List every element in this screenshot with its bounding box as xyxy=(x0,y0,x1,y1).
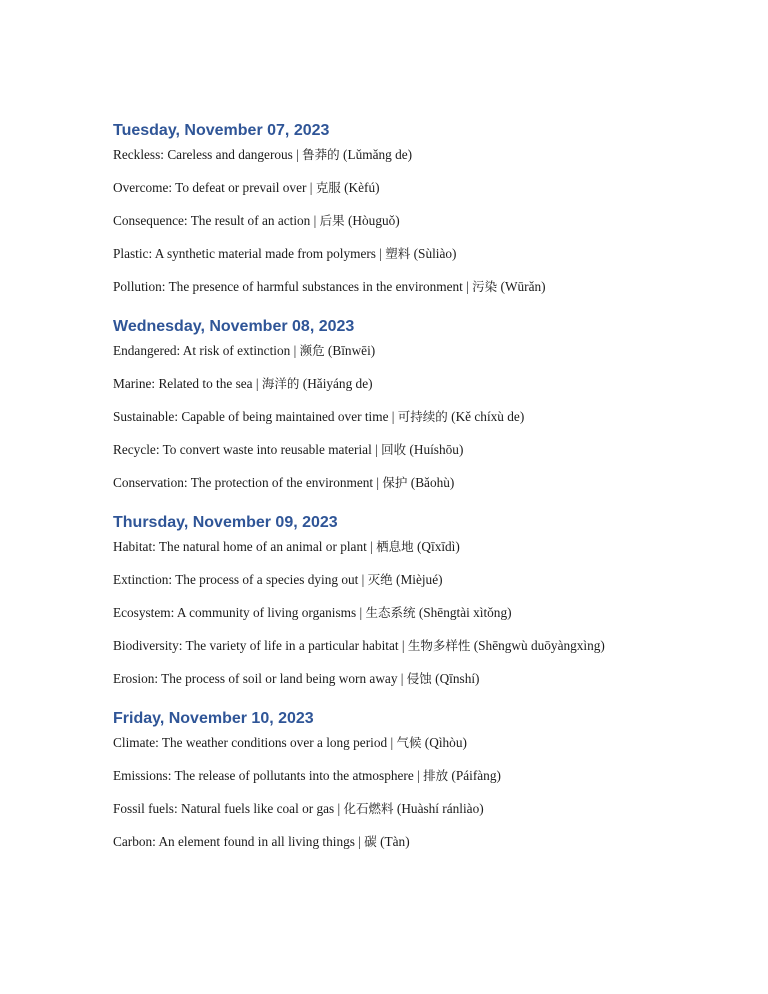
vocab-chinese: 排放 xyxy=(423,768,449,783)
date-heading: Tuesday, November 07, 2023 xyxy=(113,122,330,139)
vocab-entry: Ecosystem: A community of living organisms | 生态系统 (Shēngtài xìtǒng) xyxy=(113,605,512,620)
vocab-pinyin: Huàshí ránliào xyxy=(401,801,480,816)
vocab-entry: Conservation: The protection of the environment | 保护 (Bǎohù) xyxy=(113,475,455,490)
vocab-chinese: 保护 xyxy=(382,475,408,490)
vocab-term: Climate xyxy=(113,735,156,750)
vocab-chinese: 生物多样性 xyxy=(407,638,471,653)
vocab-pinyin: Kě chíxù de xyxy=(455,409,520,424)
vocab-term: Conservation xyxy=(113,475,184,490)
vocab-pinyin: Mièjué xyxy=(400,572,439,587)
vocab-term: Plastic xyxy=(113,246,149,261)
vocab-term: Ecosystem xyxy=(113,605,171,620)
day-section xyxy=(113,120,713,297)
vocab-entry: Carbon: An element found in all living things | 碳 (Tàn) xyxy=(113,834,410,849)
vocab-term: Habitat xyxy=(113,539,153,554)
vocab-entry: Emissions: The release of pollutants into the atmosphere | 排放 (Páifàng) xyxy=(113,768,501,783)
vocab-pinyin: Qīxīdì xyxy=(421,539,456,554)
vocab-definition: The weather conditions over a long period xyxy=(161,735,388,750)
vocab-chinese: 克服 xyxy=(315,180,341,195)
vocab-term: Erosion xyxy=(113,671,155,686)
vocab-entry: Marine: Related to the sea | 海洋的 (Hǎiyáng de) xyxy=(113,376,373,391)
vocab-chinese: 栖息地 xyxy=(376,539,414,554)
vocab-pinyin: Shēngwù duōyàngxìng xyxy=(478,638,601,653)
vocab-entry: Extinction: The process of a species dying out | 灭绝 (Mièjué) xyxy=(113,572,443,587)
vocab-term: Extinction xyxy=(113,572,169,587)
date-heading: Friday, November 10, 2023 xyxy=(113,710,314,727)
vocab-chinese: 后果 xyxy=(319,213,345,228)
vocab-definition: The result of an action xyxy=(190,213,311,228)
vocab-pinyin: Sùliào xyxy=(418,246,453,261)
vocab-term: Endangered xyxy=(113,343,177,358)
vocab-definition: The process of soil or land being worn away xyxy=(161,671,398,686)
vocab-chinese: 污染 xyxy=(472,279,498,294)
vocab-term: Overcome xyxy=(113,180,169,195)
vocab-pinyin: Lǔmǎng de xyxy=(347,147,408,162)
vocab-definition: The variety of life in a particular habitat xyxy=(185,638,399,653)
vocab-entry: Endangered: At risk of extinction | 濒危 (Bīnwēi) xyxy=(113,343,376,358)
vocab-definition: At risk of extinction xyxy=(182,343,291,358)
vocab-pinyin: Qīnshí xyxy=(439,671,476,686)
vocab-definition: An element found in all living things xyxy=(158,834,355,849)
vocab-chinese: 碳 xyxy=(364,834,377,849)
vocab-term: Sustainable xyxy=(113,409,175,424)
vocab-term: Reckless xyxy=(113,147,161,162)
vocab-pinyin: Huíshōu xyxy=(413,442,459,457)
vocab-definition: Natural fuels like coal or gas xyxy=(180,801,335,816)
day-section xyxy=(113,708,713,852)
vocab-definition: The protection of the environment xyxy=(190,475,374,490)
vocab-pinyin: Shēngtài xìtǒng xyxy=(423,605,508,620)
vocab-definition: The presence of harmful substances in the environment xyxy=(168,279,463,294)
date-heading: Thursday, November 09, 2023 xyxy=(113,514,338,531)
vocab-definition: A synthetic material made from polymers xyxy=(154,246,376,261)
vocab-pinyin: Hǎiyáng de xyxy=(307,376,369,391)
vocab-definition: To convert waste into reusable material xyxy=(162,442,372,457)
vocab-term: Recycle xyxy=(113,442,156,457)
vocab-definition: To defeat or prevail over xyxy=(175,180,307,195)
vocab-definition: The release of pollutants into the atmosphere xyxy=(174,768,414,783)
vocab-chinese: 鲁莽的 xyxy=(302,147,340,162)
vocab-definition: Capable of being maintained over time xyxy=(181,409,389,424)
vocab-entry: Reckless: Careless and dangerous | 鲁莽的 (Lǔmǎng de) xyxy=(113,147,413,162)
vocab-chinese: 可持续的 xyxy=(397,409,448,424)
day-section xyxy=(113,316,713,493)
vocab-pinyin: Tàn xyxy=(384,834,406,849)
document-page xyxy=(113,120,713,871)
vocab-term: Biodiversity xyxy=(113,638,179,653)
vocab-chinese: 塑料 xyxy=(385,246,411,261)
vocab-definition: The natural home of an animal or plant xyxy=(158,539,367,554)
vocab-term: Emissions xyxy=(113,768,168,783)
vocab-definition: The process of a species dying out xyxy=(175,572,359,587)
vocab-pinyin: Kèfú xyxy=(348,180,376,195)
vocab-entry: Habitat: The natural home of an animal or plant | 栖息地 (Qīxīdì) xyxy=(113,539,460,554)
vocab-definition: Careless and dangerous xyxy=(167,147,293,162)
vocab-pinyin: Wūrǎn xyxy=(504,279,542,294)
vocab-pinyin: Bīnwēi xyxy=(332,343,371,358)
vocab-pinyin: Qìhòu xyxy=(429,735,463,750)
vocab-term: Pollution xyxy=(113,279,162,294)
vocab-entry: Biodiversity: The variety of life in a particular habitat | 生物多样性 (Shēngwù duōyàngxìng) xyxy=(113,638,605,653)
vocab-pinyin: Hòuguǒ xyxy=(352,213,396,228)
vocab-entry: Erosion: The process of soil or land being worn away | 侵蚀 (Qīnshí) xyxy=(113,671,480,686)
vocab-term: Fossil fuels xyxy=(113,801,174,816)
vocab-pinyin: Páifàng xyxy=(455,768,497,783)
vocab-chinese: 侵蚀 xyxy=(406,671,432,686)
vocab-chinese: 气候 xyxy=(396,735,422,750)
vocab-term: Consequence xyxy=(113,213,184,228)
vocab-chinese: 化石燃料 xyxy=(343,801,394,816)
vocab-entry: Recycle: To convert waste into reusable material | 回收 (Huíshōu) xyxy=(113,442,464,457)
vocab-term: Carbon xyxy=(113,834,153,849)
vocab-entry: Sustainable: Capable of being maintained over time | 可持续的 (Kě chíxù de) xyxy=(113,409,525,424)
vocab-term: Marine xyxy=(113,376,152,391)
date-heading: Wednesday, November 08, 2023 xyxy=(113,318,355,335)
vocab-chinese: 回收 xyxy=(381,442,407,457)
vocab-entry: Plastic: A synthetic material made from polymers | 塑料 (Sùliào) xyxy=(113,246,457,261)
vocab-entry: Overcome: To defeat or prevail over | 克服 (Kèfú) xyxy=(113,180,380,195)
vocab-chinese: 濒危 xyxy=(299,343,325,358)
vocab-chinese: 海洋的 xyxy=(261,376,300,391)
vocab-definition: Related to the sea xyxy=(158,376,253,391)
vocab-entry: Climate: The weather conditions over a long period | 气候 (Qìhòu) xyxy=(113,735,467,750)
vocab-entry: Consequence: The result of an action | 后果 (Hòuguǒ) xyxy=(113,213,400,228)
vocab-chinese: 灭绝 xyxy=(367,572,393,587)
vocab-definition: A community of living organisms xyxy=(176,605,357,620)
vocab-entry: Pollution: The presence of harmful substances in the environment | 污染 (Wūrǎn) xyxy=(113,279,546,294)
vocab-pinyin: Bǎohù xyxy=(415,475,450,490)
vocab-entry: Fossil fuels: Natural fuels like coal or gas | 化石燃料 (Huàshí ránliào) xyxy=(113,801,484,816)
day-section xyxy=(113,512,713,689)
vocab-chinese: 生态系统 xyxy=(365,605,416,620)
